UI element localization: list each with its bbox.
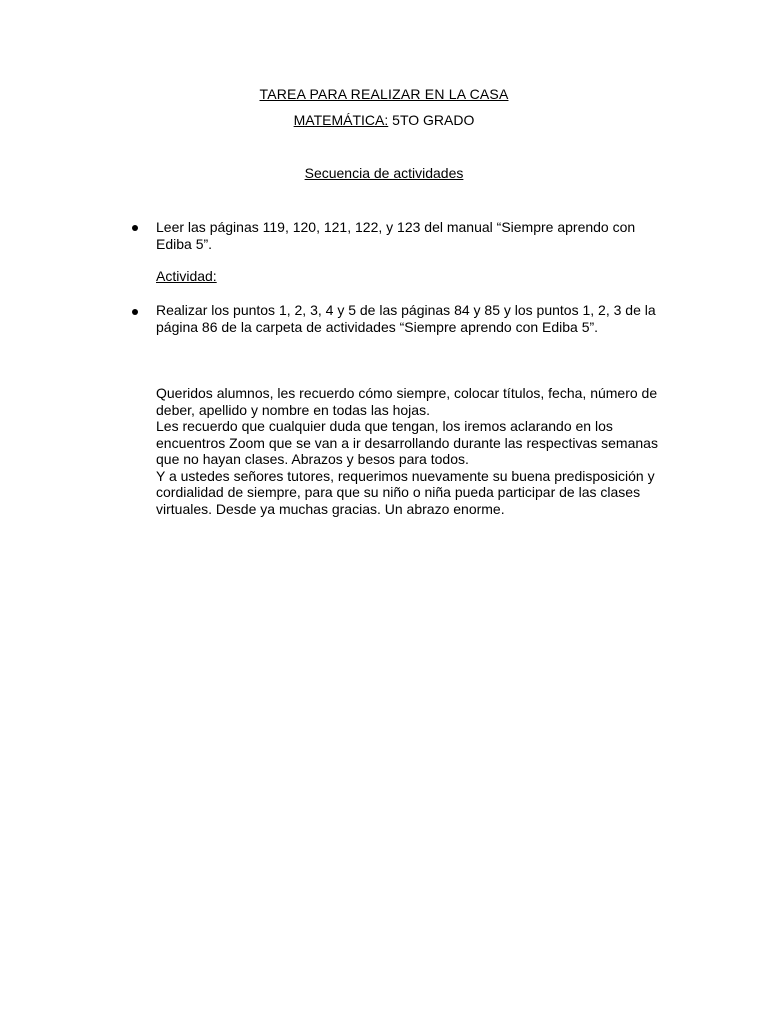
message-line: Y a ustedes señores tutores, requerimos nuevamente su buena predisposición y cordialidad de siempre, para que su niño o niña pueda participar de las clases virtuales. Desde ya muchas gracias. Un abrazo enorme.: [156, 467, 655, 517]
section-heading: Secuencia de actividades: [304, 165, 464, 181]
bullet-dot-icon: [132, 225, 138, 231]
bullet-item-reading: Leer las páginas 119, 120, 121, 122, y 123 del manual “Siempre aprendo con Ediba 5”.: [156, 219, 636, 252]
message-line: Les recuerdo que cualquier duda que tengan, los iremos aclarando en los encuentros Zoom que se van a ir desarrollando durante las respectivas semanas que no hayan clases. Abrazos y besos para todos.: [156, 418, 658, 467]
activity-heading: Actividad:: [156, 268, 217, 284]
bullet-dot-icon: [132, 309, 138, 315]
subject-line: [0, 112, 768, 128]
message-line: Queridos alumnos, les recuerdo cómo siempre, colocar títulos, fecha, número de deber, apellido y nombre en todas las hojas.: [156, 385, 658, 418]
message-paragraph: [156, 385, 666, 517]
subject-label: MATEMÁTICA:: [293, 112, 389, 128]
bullet-item-activity: Realizar los puntos 1, 2, 3, 4 y 5 de las páginas 84 y 85 y los puntos 1, 2, 3 de la página 86 de la carpeta de actividades “Siempre aprendo con Ediba 5”.: [156, 302, 656, 335]
document-title: TAREA PARA REALIZAR EN LA CASA: [259, 86, 509, 102]
subject-grade: 5TO GRADO: [388, 112, 475, 128]
